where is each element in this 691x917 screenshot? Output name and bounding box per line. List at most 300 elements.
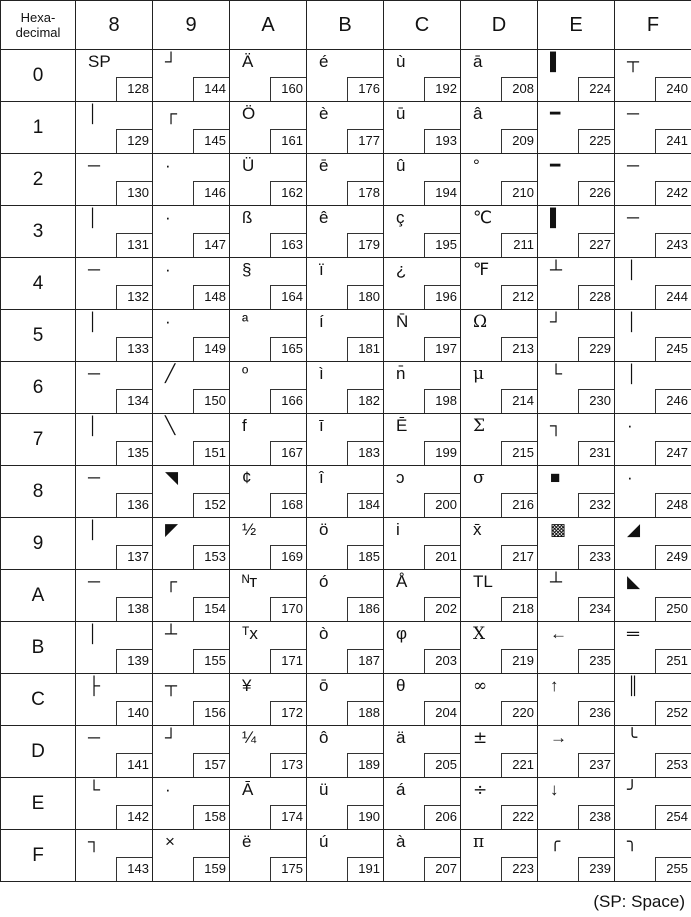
decimal-code: 232 <box>578 493 614 517</box>
code-cell <box>461 258 538 310</box>
decimal-code: 170 <box>270 597 306 621</box>
code-cell <box>230 518 307 570</box>
code-cell <box>230 830 307 882</box>
code-cell <box>230 778 307 830</box>
row-header: D <box>1 726 76 778</box>
character-glyph: ō <box>319 676 329 695</box>
code-cell <box>230 362 307 414</box>
character-glyph: ú <box>319 832 329 851</box>
character-glyph: ī <box>319 416 324 435</box>
decimal-code: 212 <box>501 285 537 309</box>
decimal-code: 252 <box>655 701 691 725</box>
code-cell <box>461 206 538 258</box>
decimal-code: 193 <box>424 129 460 153</box>
character-glyph: ē <box>319 156 329 175</box>
character-glyph: ┬ <box>165 676 178 695</box>
decimal-code: 141 <box>116 753 152 777</box>
code-cell <box>461 362 538 414</box>
character-glyph: ─ <box>88 468 101 487</box>
code-cell <box>384 518 461 570</box>
code-cell <box>307 726 384 778</box>
decimal-code: 235 <box>578 649 614 673</box>
decimal-code: 234 <box>578 597 614 621</box>
table-row <box>1 726 691 778</box>
code-cell <box>307 154 384 206</box>
character-glyph: │ <box>88 104 99 123</box>
character-glyph: ÷ <box>473 780 488 800</box>
character-glyph: ¥ <box>242 676 252 695</box>
code-cell <box>76 414 153 466</box>
code-cell <box>307 362 384 414</box>
character-glyph: Ü <box>242 156 255 175</box>
code-cell <box>384 258 461 310</box>
decimal-code: 128 <box>116 77 152 101</box>
table-row <box>1 466 691 518</box>
code-cell <box>230 102 307 154</box>
code-cell <box>384 414 461 466</box>
character-glyph: ö <box>319 520 329 539</box>
character-glyph: ─ <box>88 156 101 175</box>
character-glyph: ┘ <box>165 52 178 71</box>
decimal-code: 184 <box>347 493 383 517</box>
character-glyph: ┐ <box>88 832 101 851</box>
character-glyph: ─ <box>88 728 101 747</box>
character-glyph: ↓ <box>550 780 559 799</box>
decimal-code: 241 <box>655 129 691 153</box>
character-glyph: ℉ <box>473 260 490 279</box>
code-cell <box>615 518 691 570</box>
code-cell <box>461 466 538 518</box>
code-cell <box>615 674 691 726</box>
character-glyph: ■ <box>550 468 561 487</box>
character-glyph: Å <box>396 572 408 591</box>
code-cell <box>153 154 230 206</box>
decimal-code: 186 <box>347 597 383 621</box>
table-body <box>1 50 691 882</box>
character-glyph: ▌ <box>550 52 563 71</box>
table-row <box>1 50 691 102</box>
character-glyph: · <box>165 208 171 227</box>
character-glyph: ¼ <box>242 728 257 747</box>
character-glyph: ± <box>473 728 488 748</box>
row-header: 2 <box>1 154 76 206</box>
code-cell <box>384 206 461 258</box>
character-glyph: Ω <box>473 312 488 332</box>
character-glyph: ← <box>550 624 567 643</box>
code-cell <box>76 154 153 206</box>
character-glyph: │ <box>88 624 99 643</box>
character-glyph: ◥ <box>165 468 179 487</box>
decimal-code: 139 <box>116 649 152 673</box>
decimal-code: 218 <box>501 597 537 621</box>
code-cell <box>615 414 691 466</box>
code-cell <box>538 830 615 882</box>
code-cell <box>230 570 307 622</box>
table-row <box>1 830 691 882</box>
character-glyph: ° <box>473 156 480 175</box>
code-cell <box>461 726 538 778</box>
decimal-code: 240 <box>655 77 691 101</box>
code-cell <box>538 622 615 674</box>
footnote: (SP: Space) <box>593 892 685 911</box>
decimal-code: 249 <box>655 545 691 569</box>
decimal-code: 204 <box>424 701 460 725</box>
code-cell <box>538 50 615 102</box>
decimal-code: 138 <box>116 597 152 621</box>
code-cell <box>153 570 230 622</box>
decimal-code: 159 <box>193 857 229 881</box>
code-cell <box>384 778 461 830</box>
decimal-code: 146 <box>193 181 229 205</box>
code-cell <box>153 518 230 570</box>
code-cell <box>615 258 691 310</box>
character-glyph: ┘ <box>550 312 563 331</box>
character-glyph: ┐ <box>550 416 563 435</box>
decimal-code: 216 <box>501 493 537 517</box>
code-cell <box>615 830 691 882</box>
code-cell <box>461 102 538 154</box>
decimal-code: 179 <box>347 233 383 257</box>
code-cell <box>538 414 615 466</box>
table-row <box>1 778 691 830</box>
code-cell <box>153 466 230 518</box>
character-glyph: í <box>319 312 324 331</box>
character-glyph: ━ <box>550 104 561 123</box>
code-cell <box>153 258 230 310</box>
code-cell <box>615 726 691 778</box>
character-glyph: ᴺᴛ <box>242 572 258 591</box>
corner-label-line2: decimal <box>15 25 61 40</box>
character-glyph: ─ <box>627 208 640 227</box>
character-glyph: é <box>319 52 329 71</box>
decimal-code: 192 <box>424 77 460 101</box>
table-row <box>1 570 691 622</box>
code-cell <box>76 830 153 882</box>
decimal-code: 135 <box>116 441 152 465</box>
col-header: A <box>230 1 307 50</box>
decimal-code: 225 <box>578 129 614 153</box>
decimal-code: 194 <box>424 181 460 205</box>
code-cell <box>230 310 307 362</box>
table-row <box>1 518 691 570</box>
character-glyph: ◣ <box>627 572 641 591</box>
decimal-code: 160 <box>270 77 306 101</box>
decimal-code: 187 <box>347 649 383 673</box>
code-cell <box>461 622 538 674</box>
decimal-code: 153 <box>193 545 229 569</box>
code-cell <box>307 50 384 102</box>
decimal-code: 253 <box>655 753 691 777</box>
decimal-code: 223 <box>501 857 537 881</box>
code-cell <box>615 102 691 154</box>
decimal-code: 219 <box>501 649 537 673</box>
decimal-code: 140 <box>116 701 152 725</box>
character-glyph: û <box>396 156 406 175</box>
decimal-code: 185 <box>347 545 383 569</box>
character-glyph: ─ <box>88 572 101 591</box>
code-cell <box>153 362 230 414</box>
code-cell <box>461 310 538 362</box>
character-glyph: x̄ <box>473 520 482 539</box>
character-glyph: Ö <box>242 104 256 123</box>
decimal-code: 152 <box>193 493 229 517</box>
table-row <box>1 622 691 674</box>
character-glyph: ô <box>319 728 329 747</box>
col-header: D <box>461 1 538 50</box>
character-glyph: ─ <box>627 156 640 175</box>
code-cell <box>230 414 307 466</box>
code-cell <box>76 102 153 154</box>
code-cell <box>538 154 615 206</box>
row-header: 0 <box>1 50 76 102</box>
decimal-code: 169 <box>270 545 306 569</box>
code-cell <box>307 674 384 726</box>
code-cell <box>153 830 230 882</box>
character-glyph: N̄ <box>396 312 409 331</box>
code-cell <box>538 258 615 310</box>
decimal-code: 255 <box>655 857 691 881</box>
decimal-code: 147 <box>193 233 229 257</box>
table-row <box>1 362 691 414</box>
code-cell <box>307 414 384 466</box>
character-glyph: ━ <box>550 156 561 175</box>
character-glyph: î <box>319 468 324 487</box>
character-glyph: ╰ <box>627 728 638 747</box>
decimal-code: 161 <box>270 129 306 153</box>
table-row <box>1 414 691 466</box>
character-glyph: · <box>165 312 171 331</box>
code-cell <box>538 570 615 622</box>
code-cell <box>230 258 307 310</box>
character-glyph: SP <box>88 52 111 71</box>
decimal-code: 208 <box>501 77 537 101</box>
code-cell <box>230 622 307 674</box>
character-glyph: ╱ <box>165 364 176 383</box>
character-glyph: ├ <box>88 676 101 695</box>
code-cell <box>384 50 461 102</box>
code-cell <box>615 362 691 414</box>
col-header: E <box>538 1 615 50</box>
character-glyph: σ <box>473 468 485 488</box>
code-cell <box>230 674 307 726</box>
character-glyph: ß <box>242 208 253 227</box>
character-glyph: â <box>473 104 483 123</box>
character-glyph: ╲ <box>165 416 176 435</box>
decimal-code: 137 <box>116 545 152 569</box>
code-cell <box>384 674 461 726</box>
character-glyph: ┬ <box>627 52 640 71</box>
character-glyph: │ <box>88 312 99 331</box>
decimal-code: 166 <box>270 389 306 413</box>
decimal-code: 230 <box>578 389 614 413</box>
decimal-code: 144 <box>193 77 229 101</box>
code-cell <box>76 362 153 414</box>
character-glyph: │ <box>88 416 99 435</box>
code-cell <box>384 570 461 622</box>
character-glyph: θ <box>396 676 406 695</box>
decimal-code: 221 <box>501 753 537 777</box>
code-cell <box>153 50 230 102</box>
decimal-code: 190 <box>347 805 383 829</box>
decimal-code: 217 <box>501 545 537 569</box>
col-header: 8 <box>76 1 153 50</box>
decimal-code: 210 <box>501 181 537 205</box>
code-cell <box>76 50 153 102</box>
character-glyph: ½ <box>242 520 257 539</box>
character-glyph: ┴ <box>550 572 563 591</box>
code-cell <box>538 778 615 830</box>
character-glyph: · <box>165 780 171 799</box>
code-cell <box>76 518 153 570</box>
decimal-code: 228 <box>578 285 614 309</box>
character-glyph: ª <box>242 312 249 331</box>
character-glyph: ◢ <box>627 520 641 539</box>
code-cell <box>461 830 538 882</box>
decimal-code: 136 <box>116 493 152 517</box>
row-header: 9 <box>1 518 76 570</box>
code-cell <box>538 518 615 570</box>
character-glyph: ╭ <box>550 832 561 851</box>
character-glyph: § <box>242 260 252 279</box>
decimal-code: 214 <box>501 389 537 413</box>
character-glyph: ┴ <box>550 260 563 279</box>
decimal-code: 222 <box>501 805 537 829</box>
character-glyph: ê <box>319 208 329 227</box>
character-glyph: è <box>319 104 329 123</box>
character-glyph: · <box>627 468 633 487</box>
code-cell <box>76 310 153 362</box>
code-cell <box>307 258 384 310</box>
decimal-code: 181 <box>347 337 383 361</box>
decimal-code: 177 <box>347 129 383 153</box>
code-cell <box>461 414 538 466</box>
character-glyph: ᵀx <box>242 624 258 643</box>
character-glyph: ä <box>396 728 406 747</box>
character-glyph: ∞ <box>473 676 488 696</box>
code-cell <box>153 622 230 674</box>
decimal-code: 229 <box>578 337 614 361</box>
col-header: C <box>384 1 461 50</box>
table-row <box>1 154 691 206</box>
character-glyph: X <box>473 624 486 644</box>
code-cell <box>538 726 615 778</box>
code-cell <box>153 310 230 362</box>
code-cell <box>153 778 230 830</box>
code-cell <box>153 206 230 258</box>
row-header: 8 <box>1 466 76 518</box>
row-header: 3 <box>1 206 76 258</box>
decimal-code: 168 <box>270 493 306 517</box>
character-glyph: á <box>396 780 406 799</box>
row-header: F <box>1 830 76 882</box>
character-glyph: │ <box>88 208 99 227</box>
character-glyph: ┌ <box>165 104 178 123</box>
decimal-code: 215 <box>501 441 537 465</box>
decimal-code: 254 <box>655 805 691 829</box>
code-cell <box>307 830 384 882</box>
decimal-code: 164 <box>270 285 306 309</box>
decimal-code: 248 <box>655 493 691 517</box>
code-cell <box>384 310 461 362</box>
row-header: 1 <box>1 102 76 154</box>
decimal-code: 178 <box>347 181 383 205</box>
character-glyph: Ē <box>396 416 408 435</box>
decimal-code: 134 <box>116 389 152 413</box>
decimal-code: 145 <box>193 129 229 153</box>
row-header: A <box>1 570 76 622</box>
decimal-code: 157 <box>193 753 229 777</box>
character-glyph: │ <box>627 364 638 383</box>
code-cell <box>230 726 307 778</box>
col-header: F <box>615 1 691 50</box>
decimal-code: 195 <box>424 233 460 257</box>
character-glyph: Ä <box>242 52 254 71</box>
decimal-code: 189 <box>347 753 383 777</box>
decimal-code: 224 <box>578 77 614 101</box>
code-cell <box>538 310 615 362</box>
table-row <box>1 102 691 154</box>
code-cell <box>461 518 538 570</box>
decimal-code: 239 <box>578 857 614 881</box>
character-glyph: └ <box>88 780 101 799</box>
code-cell <box>230 154 307 206</box>
decimal-code: 143 <box>116 857 152 881</box>
character-glyph: ā <box>473 52 483 71</box>
code-cell <box>153 674 230 726</box>
decimal-code: 154 <box>193 597 229 621</box>
decimal-code: 172 <box>270 701 306 725</box>
character-glyph: ◤ <box>165 520 179 539</box>
character-glyph: n̄ <box>396 364 406 383</box>
code-cell <box>461 570 538 622</box>
character-glyph: ┘ <box>165 728 178 747</box>
code-cell <box>307 466 384 518</box>
character-glyph: ─ <box>88 260 101 279</box>
code-cell <box>307 570 384 622</box>
decimal-code: 202 <box>424 597 460 621</box>
row-header: 7 <box>1 414 76 466</box>
code-cell <box>384 466 461 518</box>
hexadecimal-header <box>1 1 76 50</box>
code-cell <box>76 674 153 726</box>
decimal-code: 245 <box>655 337 691 361</box>
decimal-code: 243 <box>655 233 691 257</box>
character-glyph: Ā <box>242 780 254 799</box>
character-glyph: │ <box>627 260 638 279</box>
character-glyph: ═ <box>627 624 640 643</box>
character-glyph: ò <box>319 624 329 643</box>
decimal-code: 200 <box>424 493 460 517</box>
character-glyph: ï <box>319 260 324 279</box>
decimal-code: 183 <box>347 441 383 465</box>
decimal-code: 227 <box>578 233 614 257</box>
character-glyph: │ <box>88 520 99 539</box>
code-cell <box>615 778 691 830</box>
decimal-code: 233 <box>578 545 614 569</box>
code-cell <box>76 258 153 310</box>
character-glyph: μ <box>473 364 485 384</box>
code-cell <box>76 726 153 778</box>
row-header: E <box>1 778 76 830</box>
code-cell <box>615 154 691 206</box>
code-cell <box>384 622 461 674</box>
decimal-code: 196 <box>424 285 460 309</box>
decimal-code: 251 <box>655 649 691 673</box>
decimal-code: 203 <box>424 649 460 673</box>
table-row <box>1 674 691 726</box>
character-glyph: ─ <box>88 364 101 383</box>
decimal-code: 131 <box>116 233 152 257</box>
